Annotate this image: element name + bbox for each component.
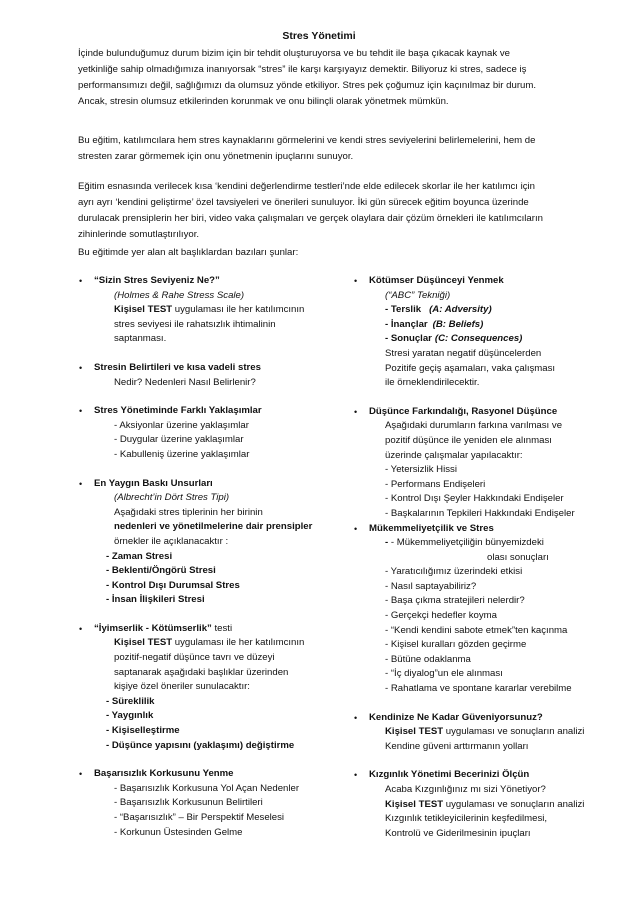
bullet-icon: • [354, 276, 358, 286]
purpose-line: stresten zarar görmemek için onu yönetmenin ipuçlarını sunuyor. [78, 151, 354, 162]
list-item [79, 404, 344, 462]
item-line: (“ABC” Tekniği) [385, 289, 451, 301]
test-label: Kişisel TEST [114, 304, 173, 316]
item-line: - - Mükemmeliyetçiliğin bünyemizdeki [385, 537, 544, 549]
method-paragraph [78, 179, 600, 243]
item-line: saptanması. [114, 333, 167, 345]
item-heading: Düşünce Farkındalığı, Rasyonel Düşünce [369, 405, 558, 417]
item-heading: Kızgınlık Yönetimi Becerinizi Ölçün [369, 769, 530, 781]
item-line: - Süreklilik [106, 695, 155, 707]
left-column [79, 274, 344, 840]
item-heading-text: “İyimserlik - Kötümserlik” [94, 622, 212, 634]
list-intro: Bu eğitimde yer alan alt başlıklardan bazıları şunlar: [78, 247, 299, 258]
abc-step-meaning: (C: Consequences) [434, 333, 523, 345]
test-label: Kişisel TEST [385, 798, 444, 810]
bullet-icon: • [354, 770, 358, 781]
item-line: Stresi yaratan negatif düşüncelerden [385, 347, 542, 359]
item-line [369, 303, 609, 318]
item-line: - İnsan İlişkileri Stresi [106, 594, 205, 606]
item-line: örnekler ile açıklanacaktır : [114, 535, 229, 547]
item-line: stres seviyesi ile rahatsızlık ihtimalinin [114, 318, 276, 330]
list-item [79, 274, 344, 347]
bullet-icon: • [79, 276, 83, 286]
item-line: Nedir? Nedenleri Nasıl Belirlenir? [114, 376, 256, 388]
bullet-icon: • [354, 523, 358, 534]
item-line: - Beklenti/Öngörü Stresi [106, 565, 216, 577]
item-line: Pozitife geçiş aşamaları, vaka çalışması [385, 362, 556, 374]
item-line: Acaba Kızgınlığınız mı sizi Yönetiyor? [385, 784, 546, 795]
item-heading: Mükemmeliyetçilik ve Stres [369, 522, 494, 534]
purpose-line: Bu eğitim, katılımcılara hem stres kaynaklarını görmelerini ve kendi stres seviyelerini belirlemelerini, hem de [78, 135, 536, 146]
item-line: - “İç diyalog”un ele alınması [385, 668, 503, 680]
abc-step: - Sonuçlar [385, 333, 432, 345]
item-line: (Holmes & Rahe Stress Scale) [114, 289, 245, 301]
item-line: - Zaman Stresi [106, 550, 173, 562]
item-line: - Düşünce yapısını (yaklaşımı) değiştirme [106, 739, 295, 751]
item-line: - Kişiselleştirme [106, 725, 180, 737]
item-text: uygulaması ile her katılımcının [172, 637, 305, 649]
item-line: saptanarak aşağıdaki başlıklar üzerinden [114, 666, 289, 678]
item-line: - Nasıl saptayabiliriz? [385, 580, 477, 592]
item-line: olası sonuçları [487, 551, 549, 563]
item-line: - Kabulleniş üzerine yaklaşımlar [114, 448, 250, 460]
item-line: Aşağıdaki stres tiplerinin her birinin [114, 506, 263, 518]
item-text: uygulaması ve sonuçların analizi [443, 798, 585, 810]
item-line: Kendine güveni arttırmanın yolları [385, 740, 529, 752]
item-line: - Gerçekçi hedefler koyma [385, 610, 497, 622]
item-line: - Korkunun Üstesinden Gelme [114, 826, 243, 838]
item-heading: Stres Yönetiminde Farklı Yaklaşımlar [94, 405, 262, 417]
intro-line: performansımızı değil, sağlığımızı da olumsuz yönde etkiliyor. Stres pek çoğumuz için kaçınılmaz bir durum. [78, 80, 537, 91]
item-heading-suffix: testi [211, 622, 233, 634]
item-line [94, 636, 344, 651]
item-line: Aşağıdaki durumların farkına varılması ve [385, 420, 563, 432]
item-line: - Yaratıcılığımız üzerindeki etkisi [385, 566, 523, 578]
item-line: Kontrolü ve Giderilmesinin ipuçları [385, 827, 531, 839]
item-heading: “Sizin Stres Seviyeniz Ne?” [94, 275, 220, 286]
item-heading: Kötümser Düşünceyi Yenmek [369, 275, 504, 286]
intro-line: yetkinliğe sahip olmadığımıza inanıyorsak “stres” ile karşı karşıyayız demektir. Biliyoruz ki stres, sadece iş [78, 64, 527, 75]
item-line: - “Kendi kendini sabote etmek”ten kaçınma [385, 624, 568, 636]
item-line: - “Başarısızlık” – Bir Perspektif Meselesi [114, 812, 285, 823]
bullet-icon: • [79, 623, 83, 634]
intro-line: Ancak, stresin olumsuz etkilerinden korunmak ve onu bilinçli olarak yönetmek mümkün. [78, 96, 449, 107]
item-text: uygulaması ile her katılımcının [172, 304, 305, 316]
method-line: durulacak prensiplerin her biri, video vaka çalışmaları ve gerçek olaylara dair çözüm örnekleri ile katılımcıların [78, 213, 543, 224]
item-line: - Yetersizlik Hissi [385, 464, 457, 476]
test-label: Kişisel TEST [385, 726, 444, 738]
method-line: zihinlerinde somutlaştırılıyor. [78, 229, 200, 240]
bullet-icon: • [354, 406, 358, 417]
item-line: - Duygular üzerine yaklaşımlar [114, 434, 244, 446]
item-line: - Kontrol Dışı Şeyler Hakkındaki Endişeler [385, 493, 564, 505]
item-line: - Kişisel kuralları gözden geçirme [385, 639, 527, 651]
test-label: Kişisel TEST [114, 637, 173, 649]
list-item [79, 622, 344, 753]
item-line: ile örneklendirilecektir. [385, 377, 480, 389]
page-title: Stres Yönetimi [282, 30, 356, 42]
item-line: kişiye özel öneriler sunulacaktır: [114, 681, 250, 693]
item-line: - Kontrol Dışı Durumsal Stres [106, 579, 240, 591]
item-line: - Başarısızlık Korkusuna Yol Açan Nedenler [114, 782, 300, 794]
list-item [79, 767, 344, 840]
bullet-icon: • [79, 362, 83, 373]
abc-step-meaning: (A: Adversity) [429, 304, 492, 316]
item-line: - Rahatlama ve spontane kararlar verebilme [385, 683, 572, 695]
item-line: - Başa çıkma stratejileri nelerdir? [385, 595, 525, 607]
item-line: - Başarısızlık Korkusunun Belirtileri [114, 797, 263, 809]
item-heading: Kendinize Ne Kadar Güveniyorsunuz? [369, 711, 543, 723]
abc-step: - İnançlar [385, 318, 428, 330]
item-text: uygulaması ve sonuçların analizi [443, 726, 585, 738]
item-line: üzerinde çalışmalar yapılacaktır: [385, 449, 523, 461]
item-line: nedenleri ve yönetilmelerine dair prensipler [114, 521, 313, 533]
list-item [354, 274, 609, 391]
item-line: (Albrecht’in Dört Stres Tipi) [114, 492, 230, 504]
item-text: - Mükemmeliyetçiliğin bünyemizdeki [390, 537, 544, 549]
list-item [354, 768, 609, 841]
bullet-icon: • [79, 406, 83, 417]
item-heading: Stresin Belirtileri ve kısa vadeli stres [94, 361, 261, 373]
bullet-icon: • [79, 769, 83, 780]
item-line: - Başkalarının Tepkileri Hakkındaki Endişeler [385, 507, 575, 519]
bullet-icon: • [354, 712, 358, 723]
method-line: Eğitim esnasında verilecek kısa ‘kendini değerlendirme testleri’nde elde edilecek skorlar ile her katılımcı için [78, 181, 535, 192]
purpose-paragraph [78, 133, 600, 165]
item-heading [94, 622, 344, 637]
intro-line: İçinde bulunduğumuz durum bizim için bir tehdit oluşturuyorsa ve bu tehdit ile başa çıkacak kaynak ve [78, 48, 510, 59]
bullet-icon: • [79, 478, 83, 489]
item-line [369, 332, 609, 347]
abc-step-meaning: (B: Beliefs) [432, 318, 484, 330]
item-line: - Aksiyonlar üzerine yaklaşımlar [114, 419, 249, 431]
item-line: - Performans Endişeleri [385, 478, 486, 490]
item-heading: Başarısızlık Korkusunu Yenme [94, 768, 234, 780]
item-line: Kızgınlık tetikleyicilerinin keşfedilmesi, [385, 813, 548, 825]
list-item [354, 711, 609, 755]
list-item [354, 522, 609, 697]
method-line: ayrı ayrı ‘kendini geliştirme’ özel tavsiyeleri ve önerileri sunuluyor. İki gün sürecek eğitim boyunca üzerinde [78, 197, 529, 208]
right-column [354, 274, 609, 841]
item-line [94, 303, 344, 318]
list-item [79, 477, 344, 608]
list-item [354, 405, 609, 522]
list-item [79, 361, 344, 390]
abc-step: - Terslik [385, 304, 422, 316]
item-line [369, 798, 609, 813]
item-line: - Yaygınlık [106, 710, 154, 722]
item-line: pozitif-negatif düşünce tavrı ve düzeyi [114, 652, 275, 664]
item-line [369, 318, 609, 333]
intro-paragraph [78, 46, 600, 110]
item-line [369, 725, 609, 740]
item-line: pozitif düşünce ile yeniden ele alınması [385, 434, 552, 446]
item-line: - Bütüne odaklanma [385, 653, 471, 665]
item-heading: En Yaygın Baskı Unsurları [94, 477, 213, 489]
